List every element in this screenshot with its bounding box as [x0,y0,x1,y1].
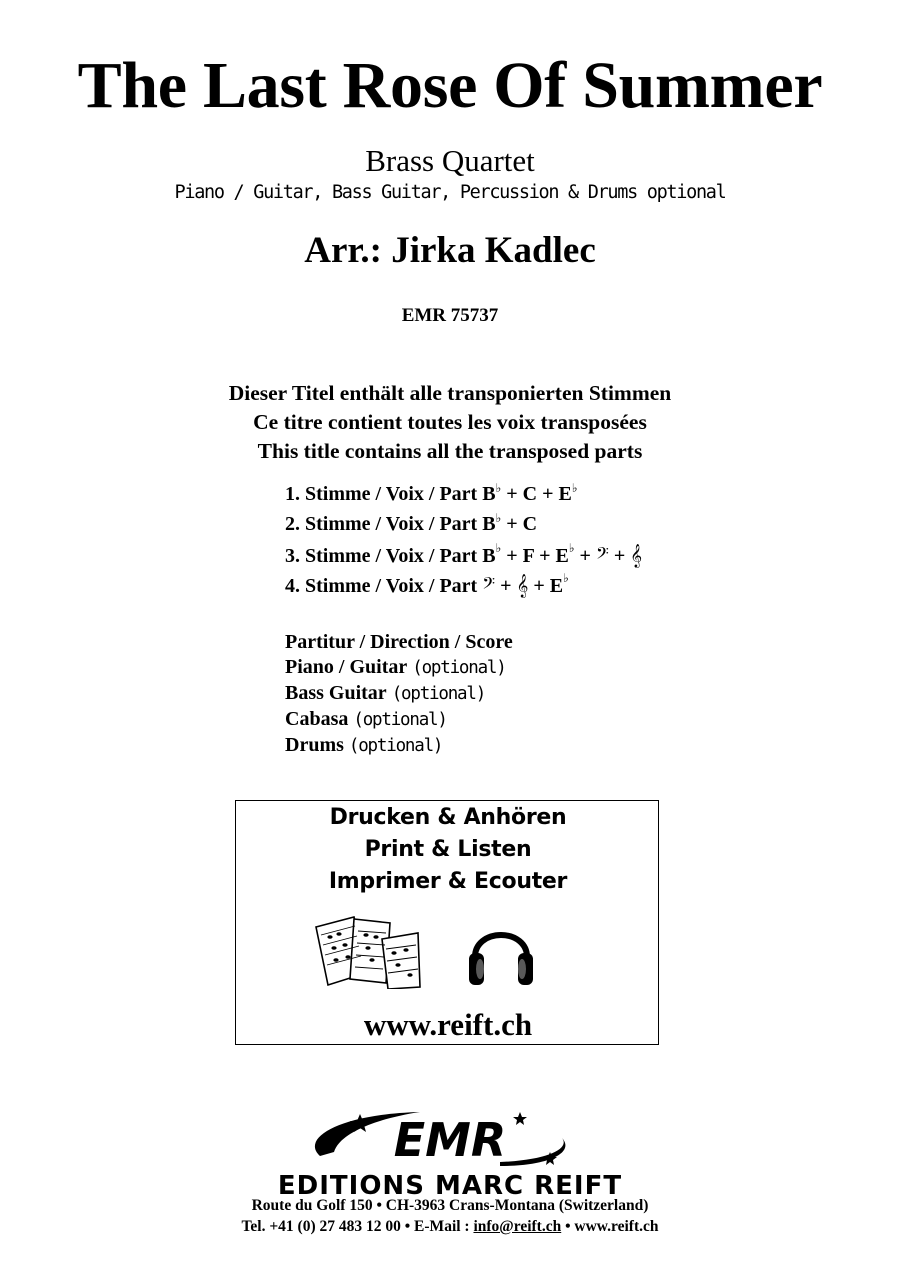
transposed-notice-fr: Ce titre contient toutes les voix transposées [253,410,647,434]
headphones-icon [466,915,536,989]
website-url[interactable]: www.reift.ch [363,1007,533,1042]
page-title: The Last Rose Of Summer [77,49,823,122]
publisher-name: EDITIONS MARC REIFT [277,1171,623,1201]
transposed-notice-de: Dieser Titel enthält alle transponierten Stimmen [228,381,672,405]
bass-clef-icon: 𝄢 [482,573,496,597]
bass-clef-icon: 𝄢 [595,543,609,567]
subtitle: Brass Quartet [365,143,535,178]
instrumentation: Piano / Guitar, Bass Guitar, Percussion & Drums optional [174,182,726,203]
email-link[interactable]: info@reift.ch [473,1218,562,1235]
part-4-line: 4. Stimme / Voix / Part 𝄢 + 𝄞 + E♭ [285,571,569,597]
promo-text-de: Drucken & Anhören [329,805,567,830]
treble-clef-icon: 𝄞 [516,573,529,597]
arranger: Arr.: Jirka Kadlec [304,230,596,271]
promo-text-fr: Imprimer & Ecouter [328,869,568,894]
part-1-line: 1. Stimme / Voix / Part B♭ + C + E♭ [285,481,578,505]
score-line: Partitur / Direction / Score [285,631,513,653]
part-3-line: 3. Stimme / Voix / Part B♭ + F + E♭ + 𝄢 + 𝄞 [285,541,643,567]
treble-clef-icon: 𝄞 [630,543,643,567]
emr-logo [300,1108,600,1170]
sheet-music-icon [310,913,422,989]
bass-guitar-line: Bass Guitar (optional) [285,682,486,704]
publisher-contact: Tel. +41 (0) 27 483 12 00 • E-Mail : info@reift.ch • www.reift.ch [241,1218,659,1235]
publisher-address: Route du Golf 150 • CH-3963 Crans-Montana (Switzerland) [251,1197,649,1214]
promo-text-en: Print & Listen [364,837,532,862]
drums-line: Drums (optional) [285,734,443,756]
print-listen-box [235,800,659,1045]
cabasa-line: Cabasa (optional) [285,708,447,730]
piano-guitar-line: Piano / Guitar (optional) [285,656,506,678]
part-2-line: 2. Stimme / Voix / Part B♭ + C [285,511,538,535]
transposed-notice-en: This title contains all the transposed parts [257,439,643,463]
catalog-number: EMR 75737 [401,305,499,326]
svg-text:EMR: EMR [393,1113,507,1167]
